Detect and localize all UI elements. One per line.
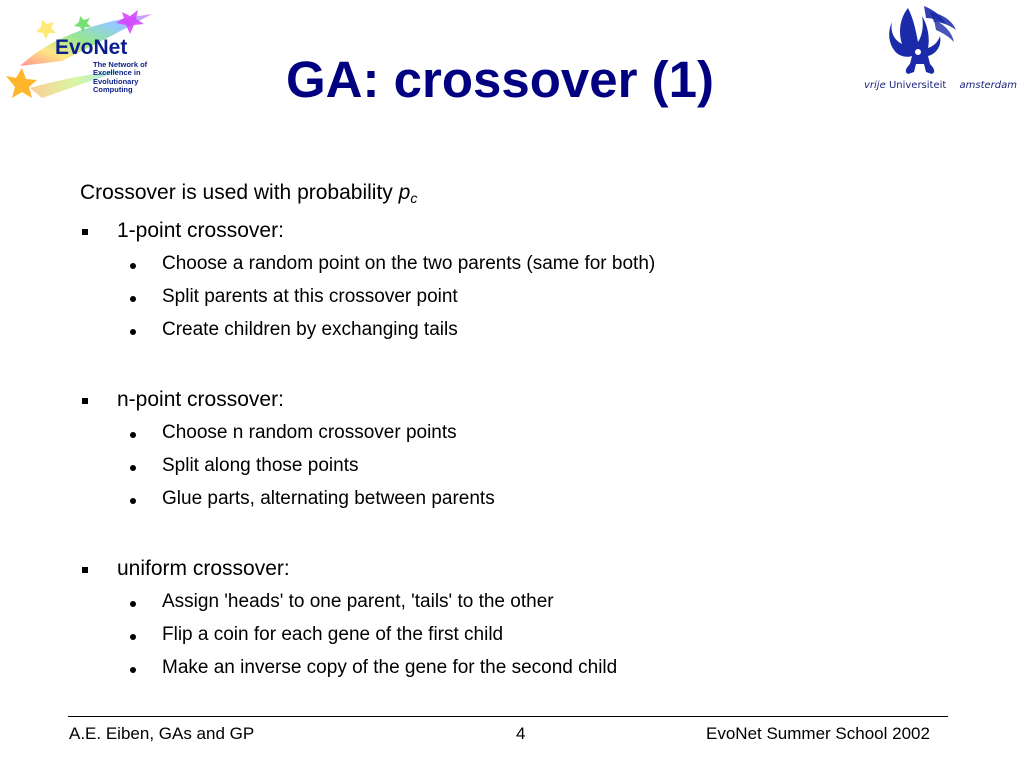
slide-content <box>80 178 980 687</box>
section-label: uniform crossover: <box>117 557 290 580</box>
vu-wordmark <box>864 80 1024 91</box>
section-heading <box>80 554 980 588</box>
square-bullet-icon <box>82 229 88 235</box>
list-item-text: Assign 'heads' to one parent, 'tails' to the other <box>162 591 554 612</box>
square-bullet-icon <box>82 567 88 573</box>
probability-symbol: p <box>398 181 411 204</box>
dot-bullet-icon <box>130 465 136 471</box>
square-bullet-icon <box>82 398 88 404</box>
list-item <box>80 654 980 687</box>
footer-page-number: 4 <box>516 724 526 743</box>
evonet-subtitle-line: Evolutionary <box>93 76 139 86</box>
list-item-text: Flip a coin for each gene of the first child <box>162 624 504 645</box>
dot-bullet-icon <box>130 263 136 269</box>
intro-line <box>80 178 980 216</box>
list-item <box>80 316 980 349</box>
slide-title-text: GA: crossover (1) <box>286 51 714 108</box>
probability-subscript: c <box>410 190 418 206</box>
list-item-text: Split parents at this crossover point <box>162 286 458 307</box>
dot-bullet-icon <box>130 432 136 438</box>
intro-text: Crossover is used with probability <box>80 181 399 204</box>
section-label: 1-point crossover: <box>117 219 284 242</box>
list-item-text: Make an inverse copy of the gene for the second child <box>162 657 618 678</box>
list-item <box>80 283 980 316</box>
list-item <box>80 485 980 518</box>
dot-bullet-icon <box>130 634 136 640</box>
vu-word-vrije: vrije <box>864 80 886 91</box>
footer-divider <box>68 716 948 717</box>
list-item <box>80 452 980 485</box>
evonet-subtitle-line: The Network of <box>93 60 148 69</box>
list-item-text: Choose a random point on the two parents (same for both) <box>162 253 656 274</box>
dot-bullet-icon <box>130 296 136 302</box>
dot-bullet-icon <box>130 667 136 673</box>
dot-bullet-icon <box>130 498 136 504</box>
evonet-subtitle-line: Excellence in <box>93 68 141 78</box>
section-heading <box>80 385 980 419</box>
slide-title <box>0 50 1000 109</box>
list-item-text: Split along those points <box>162 455 359 476</box>
list-item-text: Glue parts, alternating between parents <box>162 488 495 509</box>
vu-word-universiteit: Universiteit <box>888 80 947 91</box>
list-item-text: Choose n random crossover points <box>162 422 457 443</box>
dot-bullet-icon <box>130 601 136 607</box>
list-item <box>80 588 980 621</box>
footer-author: A.E. Eiben, GAs and GP <box>69 724 255 743</box>
section-heading <box>80 216 980 250</box>
griffin-icon <box>880 2 960 78</box>
dot-bullet-icon <box>130 329 136 335</box>
list-item <box>80 621 980 654</box>
evonet-subtitle-line: Computing <box>93 85 133 95</box>
footer-event: EvoNet Summer School 2002 <box>706 724 930 743</box>
list-item-text: Create children by exchanging tails <box>162 319 458 340</box>
list-item <box>80 419 980 452</box>
section-label: n-point crossover: <box>117 388 284 411</box>
vu-word-amsterdam: amsterdam <box>959 80 1017 91</box>
list-item <box>80 250 980 283</box>
evonet-wordmark: EvoNet <box>55 36 128 59</box>
